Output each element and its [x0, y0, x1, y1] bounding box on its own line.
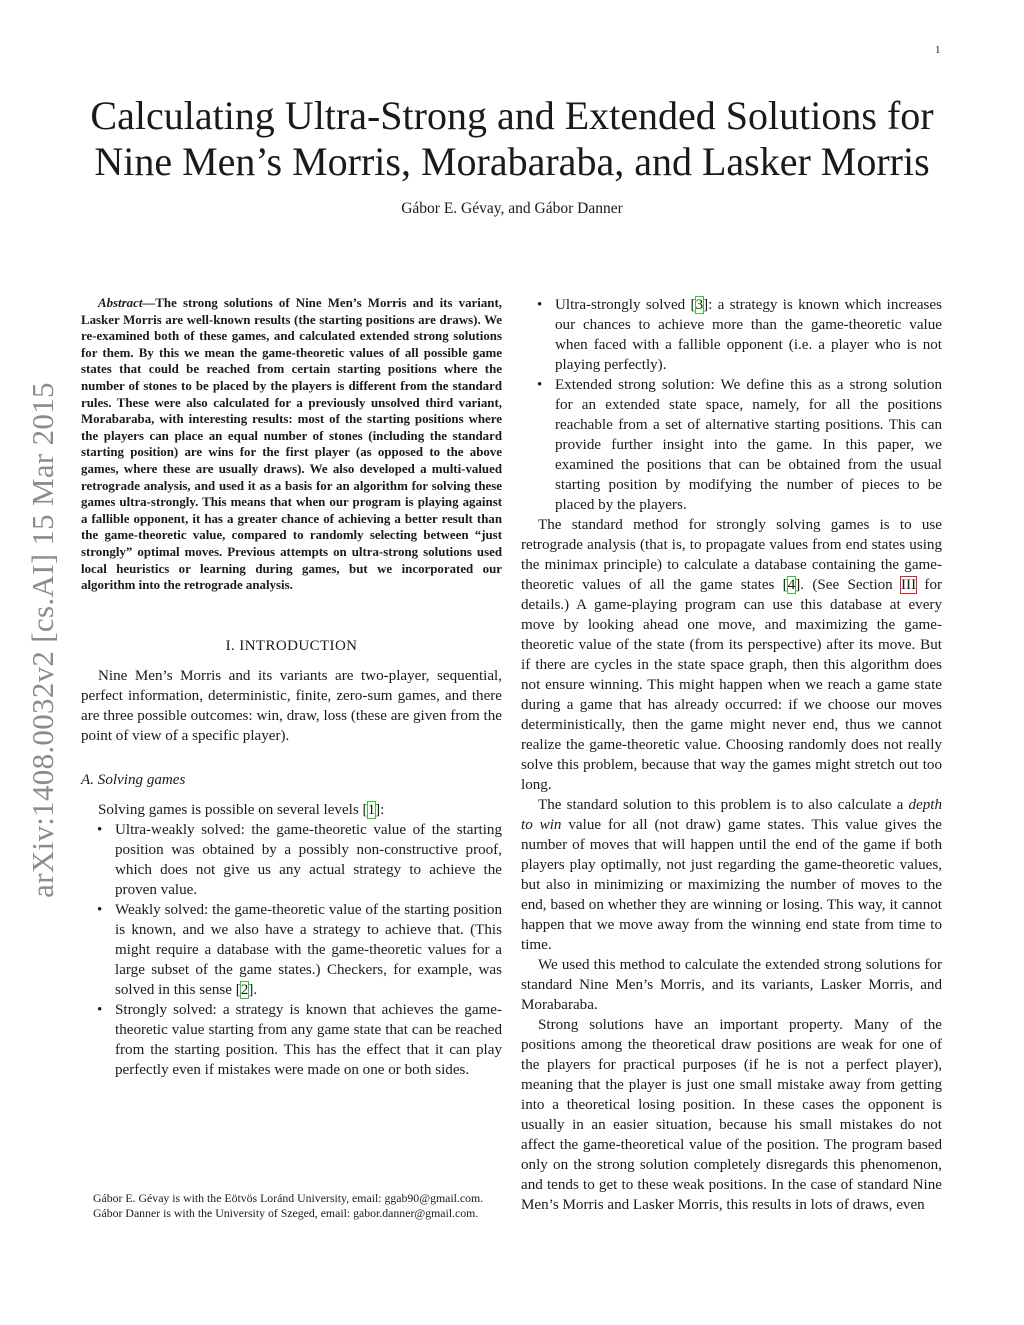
list-item [521, 375, 942, 515]
bullet-icon: • [537, 297, 543, 313]
bullet-text-ultra-weak: Ultra-weakly solved: the game-theoretic value of the starting position was obtained by a possibly non-constructive proof, which does not give us any actual strategy to achieve the proven value. [115, 821, 502, 898]
footnotes [81, 1191, 502, 1221]
retrograde-text-end: for details.) A game-playing program can use this database at every move by looking ahead one move, and maximizing the game-theoretic value of the state (from its perspective) after its move. But if there are cycles in the state space graph, then this algorithm does not ensure winning. This might happen when we reach a game state during a game that has already occurred: if we choose our moves deterministically, then the game might never end, thus we cannot realize the game-theoretic value. Choosing randomly does not really solve this problem, because that way the games might stretch out too long. [521, 577, 943, 793]
subsection-heading-solving-games: A. Solving games [81, 771, 186, 788]
footnote-author-1: Gábor E. Gévay is with the Eötvös Loránd University, email: ggab90@gmail.com. [93, 1191, 484, 1205]
abstract [81, 295, 502, 594]
title-line-1: Calculating Ultra-Strong and Extended Solutions for [90, 93, 934, 138]
title-line-2: Nine Men’s Morris, Morabaraba, and Lasker Morris [94, 139, 930, 184]
abstract-text: —The strong solutions of Nine Men’s Morris and its variant, Lasker Morris are well-known results (the starting positions are draws). We re-examined both of these games, and calculated extended strong solutions for them. By this we mean the game-theoretic values of all possible game states that could be reached from certain starting positions where the number of stones to be placed by the players is different from the standard rules. These were also calculated for a previously unsolved third variant, Morabaraba, with interesting results: most of the starting positions where the players can place an equal number of stones (including the standard starting position) are wins for the first player (as opposed to the above games, where these are usually draws). We also developed a multi-valued retrograde analysis, and used it as a basis for an algorithm for solving these games ultra-strongly. This means that when our program is playing against a fallible opponent, it has a greater chance of achieving a better result than the game-theoretic value, compared to randomly selecting between “just strongly” optimal moves. Previous attempts on ultra-strong solutions used local heuristics or learning during games, but we incorporated our algorithm into the retrograde analysis. [81, 296, 502, 593]
bullet-text-ultra-strong-end: ]: a strategy is known which increases our chances to achieve more than the game-theoretic value when faced with a fallible opponent (i.e. a player who is not playing perfectly). [555, 297, 942, 373]
retrograde-text-mid: ]. (See Section [795, 577, 902, 593]
right-column [521, 295, 942, 1215]
retrograde-paragraph [521, 515, 942, 795]
intro-paragraph: Nine Men’s Morris and its variants are two-player, sequential, perfect information, deterministic, finite, zero-sum games, and there are three possible outcomes: win, draw, loss (these are given from the point of view of a specific player). [81, 667, 502, 744]
levels-text: Solving games is possible on several levels [ [98, 801, 368, 818]
bullet-text-weak-end: ]. [248, 981, 258, 998]
section-first-letter: I [239, 637, 245, 654]
section-heading-introduction [81, 636, 502, 656]
arxiv-stamp-text: arXiv:1408.0032v2 [cs.AI] 15 Mar 2015 [25, 382, 60, 898]
list-item [81, 820, 502, 900]
list-item [521, 295, 942, 375]
left-column [81, 295, 502, 1080]
solution-levels-list-continued [521, 295, 942, 515]
bullet-text-strong: Strongly solved: a strategy is known that achieves the game-theoretic value starting from any game state that can be reached from the starting position. This has the effect that it can play perfectly even if mistakes were made on one or both sides. [115, 1001, 502, 1078]
solution-levels-list [81, 820, 502, 1080]
levels-text-end: ]: [375, 801, 385, 818]
abstract-keyword: Abstract [98, 296, 143, 310]
depth-to-win-term: depth to win [521, 797, 942, 833]
citation-link-3[interactable]: 3 [695, 297, 704, 313]
paper-title [60, 93, 964, 185]
footnote-author-2: Gábor Danner is with the University of Szeged, email: gabor.danner@gmail.com. [93, 1206, 479, 1220]
page-number: 1 [935, 44, 941, 56]
citation-link-4[interactable]: 4 [787, 577, 796, 593]
bullet-icon: • [537, 377, 543, 393]
depth-to-win-paragraph [521, 795, 942, 955]
author-list: Gábor E. Gévay, and Gábor Danner [401, 200, 623, 217]
section-title-rest: NTRODUCTION [244, 637, 358, 654]
bullet-text-weak: Weakly solved: the game-theoretic value of the starting position is known, and we also have a strategy to achieve that. (This might require a database with the game-theoretic values for a large subset of the game states.) Checkers, for example, was solved in this sense [ [115, 901, 502, 998]
citation-link-1[interactable]: 1 [367, 801, 376, 818]
bullet-text-extended: Extended strong solution: We define this as a strong solution for an extended state space, namely, for all the positions reachable from a set of alternative starting positions. This can provide further insight into the game. In this paper, we examined the positions that can be obtained from the usual starting position by modifying the number of pieces to be placed by the players. [555, 377, 942, 513]
depth-text-end: value for all (not draw) game states. This value gives the number of moves that will happen until the end of the game if both players play optimally, not just regarding the game-theoretic values, but also in minimizing or maximizing the number of moves to the end, based on whether they are winning or losing. This way, it cannot happen that we move away from the winning end state from time to time. [521, 817, 942, 953]
bullet-text-ultra-strong: Ultra-strongly solved [ [555, 297, 696, 313]
citation-link-2[interactable]: 2 [240, 981, 249, 998]
depth-text: The standard solution to this problem is to also calculate a [538, 797, 909, 813]
bullet-icon: • [97, 901, 103, 918]
strong-solutions-paragraph: Strong solutions have an important property. Many of the positions among the theoretical draw positions are weak for one of the players for practical purposes (if he is not a perfect player), meaning that the player is just one small mistake away from getting into a theoretical losing position. In these cases the opponent is usually in an easier situation, because his small mistakes do not affect the game-theoretical value of the position. The program based only on the strong solution completely disregards this phenomenon, and tends to get to these weak positions. In the case of standard Nine Men’s Morris and Lasker Morris, this results in lots of draws, even [521, 1017, 942, 1213]
retrograde-text: The standard method for strongly solving games is to use retrograde analysis (that is, to propagate values from end states using the minimax principle) to calculate a database containing the game-theoretic values of all the game states [ [521, 517, 942, 593]
bullet-icon: • [97, 821, 103, 838]
bullet-icon: • [97, 1001, 103, 1018]
list-item [81, 900, 502, 1000]
levels-paragraph [81, 800, 502, 820]
list-item [81, 1000, 502, 1080]
method-paragraph: We used this method to calculate the extended strong solutions for standard Nine Men’s Morris, and its variants, Lasker Morris, and Morabaraba. [521, 957, 942, 1013]
section-link-iii[interactable]: III [901, 577, 917, 593]
section-numeral: I. [225, 637, 240, 654]
